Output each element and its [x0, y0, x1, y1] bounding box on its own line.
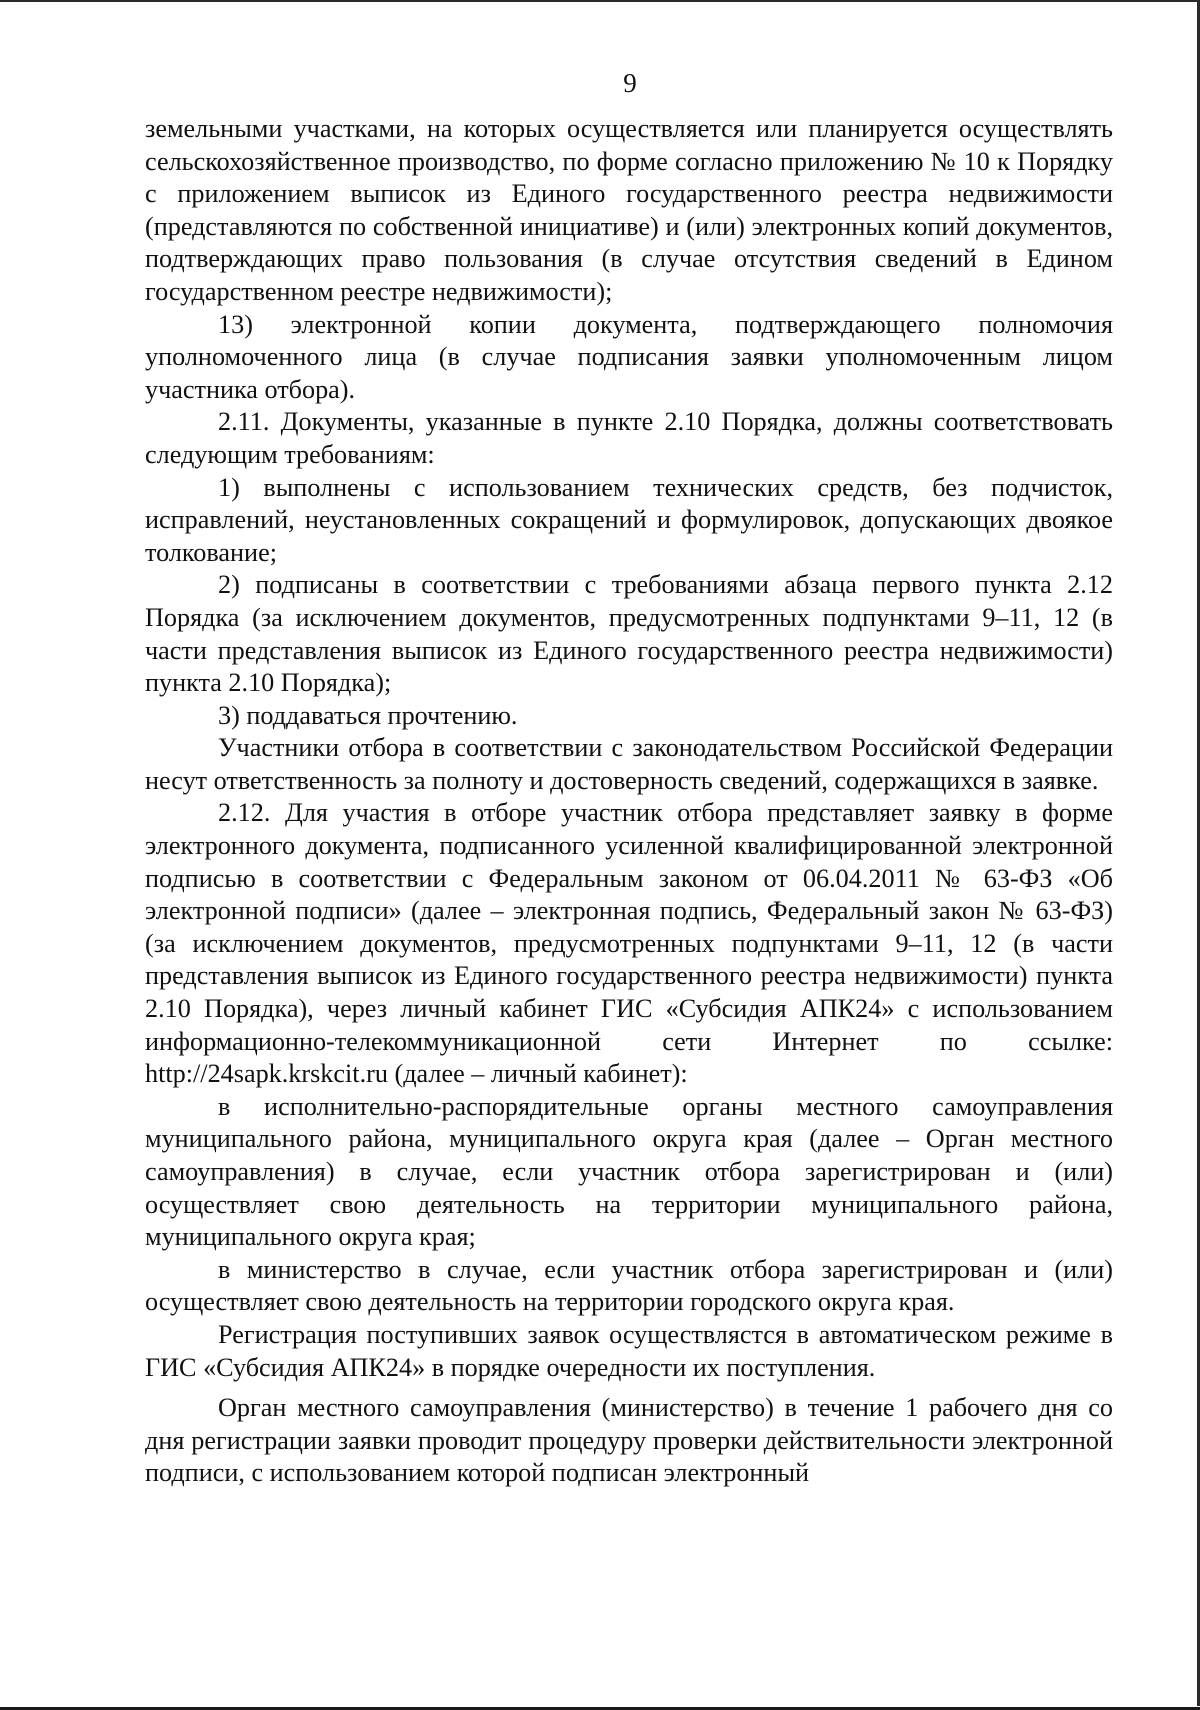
document-body	[145, 113, 1113, 1490]
paragraph-ministry: в министерство в случае, если участник отбора зарегистрирован и (или) осуществляет свою деятельность на территории городского округа края.	[145, 1254, 1113, 1317]
paragraph-land-plots: земельными участками, на которых осуществляется или планируется осуществлять сельскохозяйственное производство, по форме согласно приложению № 10 к Порядку с приложением выписок из Единого государственного реестра недвижимости (представляются по собственной инициативе) и (или) электронных копий документов, подтверждающих право пользования (в случае отсутствия сведений в Едином государственном реестре недвижимости);	[145, 114, 1113, 306]
paragraph-signature-check: Орган местного самоуправления (министерство) в течение 1 рабочего дня со дня регистрации заявки проводит процедуру проверки действительности электронной подписи, с использованием которой подписан электронный	[145, 1393, 1113, 1488]
paragraph-requirement-3: 3) поддаваться прочтению.	[218, 700, 518, 730]
scan-border-top	[0, 0, 1200, 2]
paragraph-local-authorities: в исполнительно-распорядительные органы местного самоуправления муниципального района, муниципального округа края (далее – Орган местного самоуправления) в случае, если участник отбора зарегистрирован и (или) осуществляет свою деятельность на территории муниципального района, муниципального округа края;	[145, 1091, 1113, 1252]
paragraph-2-12: 2.12. Для участия в отборе участник отбора представляет заявку в форме электронного документа, подписанного усиленной квалифицированной электронной подписью в соответствии с Федеральным законом от 06.04.2011 № 63-ФЗ «Об электронной подписи» (далее – электронная подпись, Федеральный закон № 63-ФЗ) (за исключением документов, предусмотренных подпунктами 9–11, 12 (в части представления выписок из Единого государственного реестра недвижимости) пункта 2.10 Порядка), через личный кабинет ГИС «Субсидия АПК24» с использованием информационно-телекоммуникационной сети Интернет по ссылке: http://24sapk.krskcit.ru (далее – личный кабинет):	[145, 798, 1113, 1089]
paragraph-requirement-1: 1) выполнены с использованием технических средств, без подчисток, исправлений, неустановленных сокращений и формулировок, допускающих двоякое толкование;	[145, 472, 1113, 567]
paragraph-registration: Регистрация поступивших заявок осуществлястся в автоматическом режиме в ГИС «Субсидия АПК24» в порядке очередности их поступления.	[145, 1319, 1113, 1382]
paragraph-responsibility: Участники отбора в соответствии с законодательством Российской Федерации несут ответственность за полноту и достоверность сведений, содержащихся в заявке.	[145, 733, 1113, 795]
scan-border-bottom	[0, 1706, 1200, 1710]
paragraph-requirement-2: 2) подписаны в соответствии с требованиями абзаца первого пункта 2.12 Порядка (за исключением документов, предусмотренных подпунктами 9–11, 12 (в части представления выписок из Единого государственного реестра недвижимости) пункта 2.10 Порядка);	[145, 570, 1113, 698]
paragraph-item-13: 13) электронной копии документа, подтверждающего полномочия уполномоченного лица (в случае подписания заявки уполномоченным лицом участника отбора).	[145, 309, 1113, 404]
paragraph-2-11: 2.11. Документы, указанные в пункте 2.10 Порядка, должны соответствовать следующим требованиям:	[145, 407, 1113, 469]
page-number: 9	[623, 68, 637, 98]
